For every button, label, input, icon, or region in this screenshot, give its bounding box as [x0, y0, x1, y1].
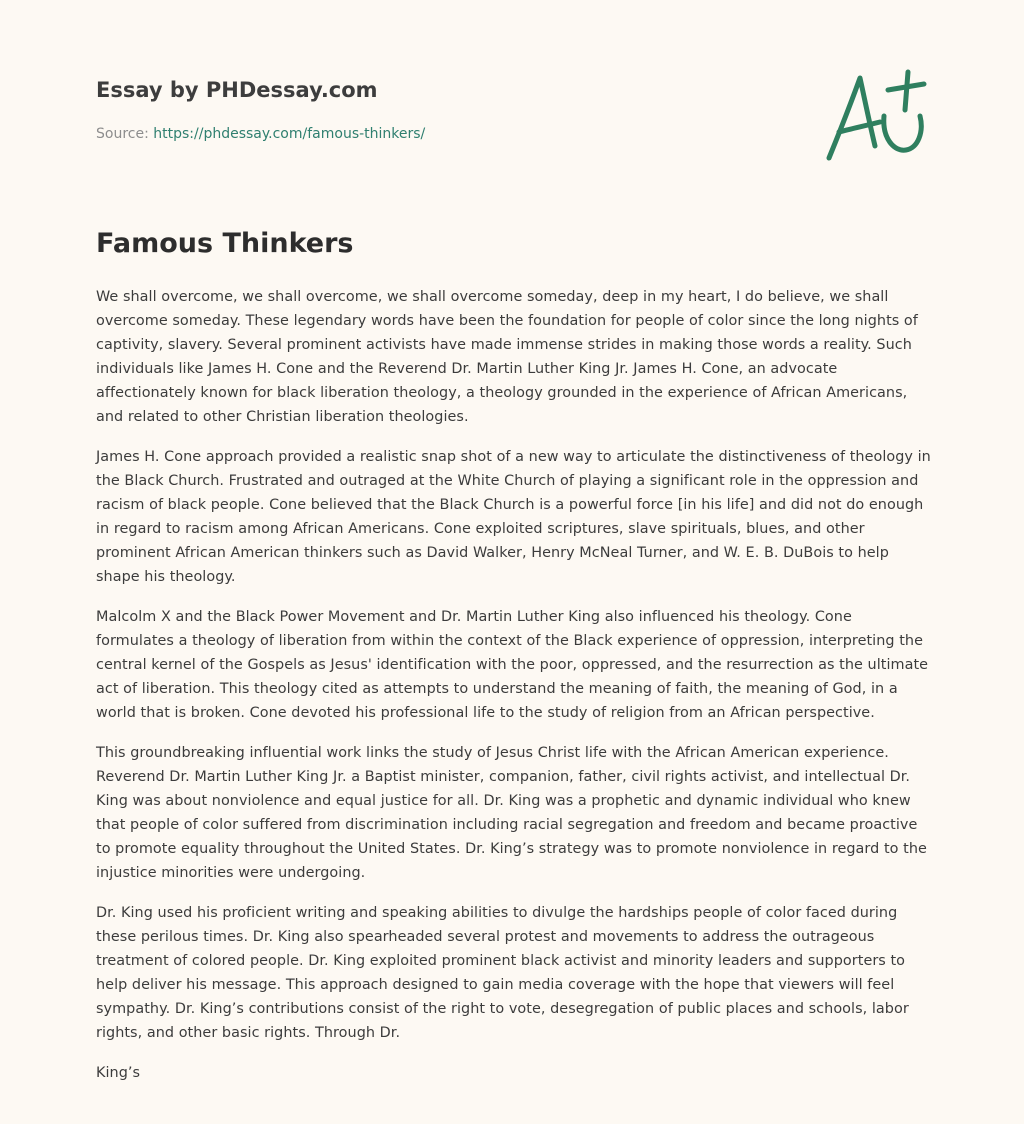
source-line — [96, 124, 816, 144]
paragraph: James H. Cone approach provided a realistic snap shot of a new way to articulate the distinctiveness of theology in the Black Church. Frustrated and outraged at the White Church of playing a significant role in the oppression and racism of black people. Cone believed that the Black Church is a powerful force [in his life] and did not do enough in regard to racism among African Americans. Cone exploited scriptures, slave spirituals, blues, and other prominent African American thinkers such as David Walker, Henry McNeal Turner, and W. E. B. DuBois to help shape his theology. — [96, 449, 931, 585]
paragraph: We shall overcome, we shall overcome, we shall overcome someday, deep in my heart, I do believe, we shall overcome someday. These legendary words have been the foundation for people of color since the long nights of captivity, slavery. Several prominent activists have made immense strides in making those words a reality. Such individuals like James H. Cone and the Reverend Dr. Martin Luther King Jr. James H. Cone, an advocate affectionately known for black liberation theology, a theology grounded in the experience of African Americans, and related to other Christian liberation theologies. — [96, 289, 918, 425]
paragraph: King’s — [96, 1065, 141, 1081]
paragraph: Dr. King used his proficient writing and speaking abilities to divulge the hardships people of color faced during these perilous times. Dr. King also spearheaded several protest and movements to address the outrageous treatment of colored people. Dr. King exploited prominent black activist and minority leaders and supporters to help deliver his message. This approach designed to gain media coverage with the hope that viewers will feel sympathy. Dr. King’s contributions consist of the right to vote, desegregation of public places and schools, labor rights, and other basic rights. Through Dr. — [96, 905, 909, 1041]
a-plus-logo-icon — [820, 66, 930, 166]
paragraph: Malcolm X and the Black Power Movement and Dr. Martin Luther King also influenced his theology. Cone formulates a theology of liberation from within the context of the Black experience of oppression, interpreting the central kernel of the Gospels as Jesus' identification with the poor, oppressed, and the resurrection as the ultimate act of liberation. This theology cited as attempts to understand the meaning of faith, the meaning of God, in a world that is broken. Cone devoted his professional life to the study of religion from an African perspective. — [96, 609, 929, 721]
article-body — [96, 285, 932, 1101]
article-title: Famous Thinkers — [96, 228, 354, 259]
site-title: Essay by PHDessay.com — [96, 78, 378, 102]
source-link[interactable]: https://phdessay.com/famous-thinkers/ — [153, 126, 426, 142]
source-label: Source: — [96, 126, 149, 142]
paragraph: This groundbreaking influential work links the study of Jesus Christ life with the African American experience. Reverend Dr. Martin Luther King Jr. a Baptist minister, companion, father, civil rights activist, and intellectual Dr. King was about nonviolence and equal justice for all. Dr. King was a prophetic and dynamic individual who knew that people of color suffered from discrimination including racial segregation and freedom and became proactive to promote equality throughout the United States. Dr. King’s strategy was to promote nonviolence in regard to the injustice minorities were undergoing. — [96, 745, 927, 881]
page-header — [96, 76, 816, 144]
